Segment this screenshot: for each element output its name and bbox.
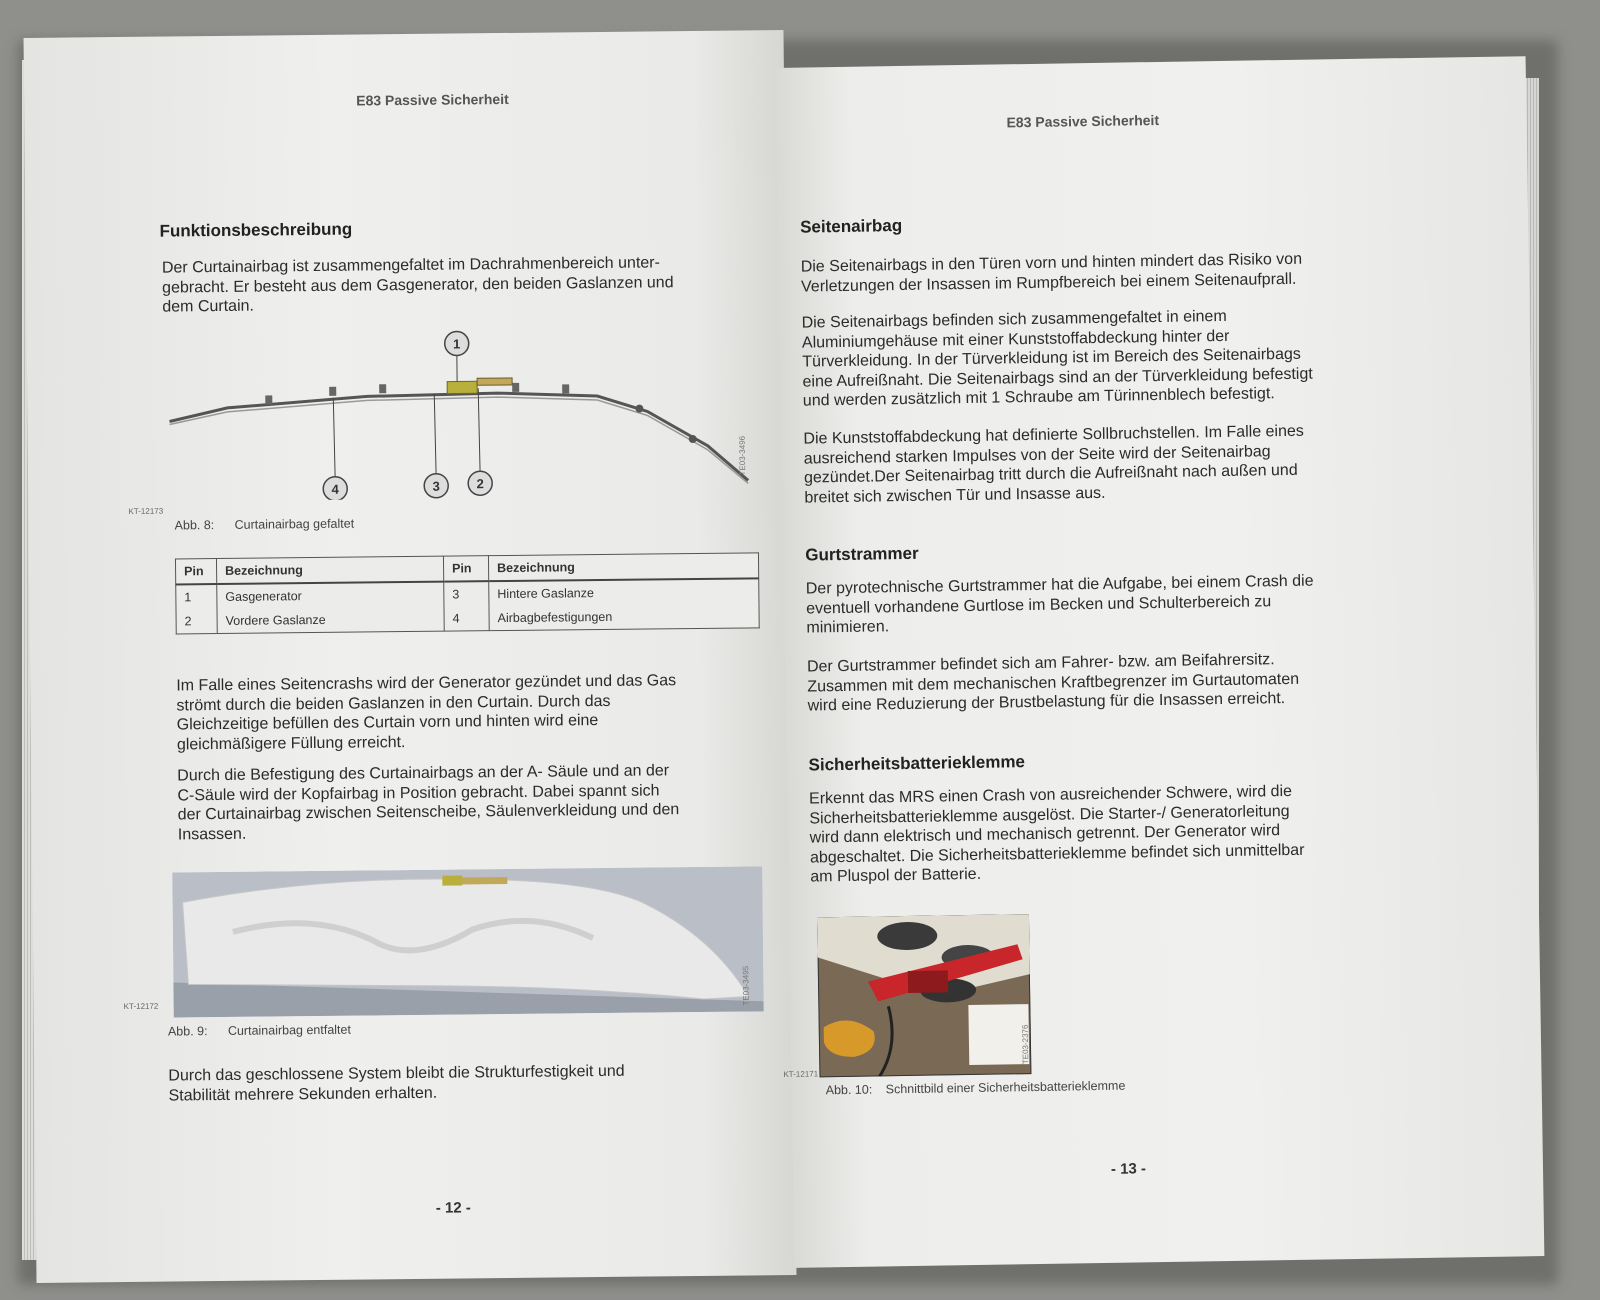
figure-8	[167, 320, 759, 501]
th-pin-2: Pin	[443, 556, 488, 582]
left-page-number: - 12 -	[435, 1199, 471, 1217]
svg-text:1: 1	[453, 336, 461, 352]
clip-4	[512, 383, 519, 392]
unfolded-curtain-image	[172, 866, 763, 1017]
seitenairbag-para-1: Die Seitenairbags in den Türen vorn und hinten mindert das Risiko von Verletzungen der Insassen im Rumpfbereich bei einem Seitenaufprall.	[800, 250, 1303, 296]
clip-5	[562, 384, 569, 393]
fig9-kt-code: KT-12172	[123, 1001, 159, 1012]
table-row: 1 Gasgenerator 3 Hintere Gaslanze	[176, 578, 759, 609]
roof-rail-line	[169, 390, 748, 486]
fig8-kt-code: KT-12173	[128, 506, 164, 516]
svg-text:4: 4	[331, 481, 339, 497]
clip-3	[379, 384, 386, 393]
folded-curtain-drawing	[167, 320, 759, 501]
gurtstrammer-para-2: Der Gurtstrammer befindet sich am Fahrer- bzw. am Beifahrersitz. Zusammen mit dem mechanischen Kraftbegrenzer im Gurtautomaten wird eine Reduzierung der Brustbelastung für die Insassen erreicht.	[806, 651, 1300, 715]
left-heading: Funktionsbeschreibung	[159, 219, 353, 241]
leader-2	[478, 388, 480, 471]
fig9-generator	[442, 875, 462, 885]
gurtstrammer-heading: Gurtstrammer	[805, 543, 919, 565]
gurtstrammer-para-1: Der pyrotechnische Gurtstrammer hat die Aufgabe, bei einem Crash die eventuell vorhandene Gurtlose im Becken und Schulterbereich zu minimieren.	[805, 572, 1314, 637]
table-row: 2 Vordere Gaslanze 4 Airbagbefestigungen	[176, 603, 759, 634]
left-para-2: Durch die Befestigung des Curtainairbags an der A- Säule und an der C-Säule wird der Kopfairbag in Position gebracht. Dabei spannt sich der Curtainairbag zwischen Seitenscheibe, Säulenverkleidung und den Insassen.	[177, 762, 680, 843]
roof-rail-shadow	[169, 394, 748, 492]
figure-10	[817, 914, 1031, 1077]
svg-text:2: 2	[476, 476, 484, 492]
th-pin-1: Pin	[175, 559, 216, 585]
seitenairbag-para-2: Die Seitenairbags befinden sich zusammengefaltet in einem Aluminiumgehäuse mit einer Kunststoffabdeckung hinter der Türverkleidung. In der Türverkleidung ist im Bereich des Seitenairbags eine Aufreißnaht. Die Seitenairbags sind an der Türverkleidung befestigt und werden zusätzlich mit 1 Schraube am Türinnenblech befestigt.	[801, 307, 1313, 410]
left-para-1: Im Falle eines Seitencrashs wird der Generator gezündet und das Gas strömt durch die beiden Gaslanzen in den Curtain. Durch das Gleichzeitige befüllen des Curtain vorn und hinten wird eine gleichmäßigere Füllung erreicht.	[176, 672, 677, 753]
right-running-head: E83 Passive Sicherheit	[1006, 111, 1160, 131]
svg-text:3: 3	[432, 478, 440, 494]
leader-3	[434, 394, 436, 474]
th-bezeichnung-1: Bezeichnung	[216, 556, 443, 584]
fig9-caption: Abb. 9: Curtainairbag entfaltet	[167, 1022, 351, 1039]
left-running-head: E83 Passive Sicherheit	[356, 90, 509, 109]
leader-4	[333, 398, 335, 477]
callout-2	[468, 471, 492, 495]
fig8-caption: Abb. 8: Curtainairbag gefaltet	[174, 516, 355, 533]
fig10-kt-code: KT-12171	[783, 1069, 819, 1079]
gas-generator-shape	[447, 381, 477, 393]
fig9-te-code: TE03-3495	[741, 965, 751, 1006]
batterieklemme-heading: Sicherheitsbatterieklemme	[808, 752, 1026, 775]
seitenairbag-para-3: Die Kunststoffabdeckung hat definierte Sollbruchstellen. Im Falle eines ausreichend starken Impulses von der Seite wird der Seitenairbag gezündet.Der Seitenairbag tritt durch die Aufreißnaht nach außen und breitet sich zwischen Tür und Insasse aus.	[803, 422, 1304, 507]
clip-1	[265, 395, 272, 404]
right-page-number: - 13 -	[1110, 1160, 1147, 1178]
th-bezeichnung-2: Bezeichnung	[488, 553, 758, 581]
fig10-caption: Abb. 10: Schnittbild einer Sicherheitsbatterieklemme	[825, 1078, 1126, 1098]
left-page	[24, 30, 797, 1283]
callout-4	[323, 477, 347, 501]
callout-1	[445, 331, 469, 355]
pin-table	[175, 552, 760, 634]
battery-clamp-photo	[817, 914, 1031, 1077]
left-para-3: Durch das geschlossene System bleibt die Strukturfestigkeit und Stabilität mehrere Sekunden erhalten.	[168, 1062, 625, 1105]
seitenairbag-heading: Seitenairbag	[799, 215, 903, 237]
gas-lance-shape	[477, 378, 512, 385]
left-intro: Der Curtainairbag ist zusammengefaltet im Dachrahmenbereich unter- gebracht. Er besteht aus dem Gasgenerator, den beiden Gaslanzen und dem Curtain.	[161, 254, 674, 316]
fig10-te-code: TE03-2376	[1020, 1024, 1031, 1065]
right-page	[776, 56, 1545, 1268]
fig8-te-code: TE03-3496	[737, 435, 748, 476]
callout-3	[424, 474, 448, 498]
batterieklemme-para-1: Erkennt das MRS einen Crash von ausreichender Schwere, wird die Sicherheitsbatterieklemme ausgelöst. Die Starter-/ Generatorleitung wird dann elektrisch und mechanisch getrennt. Der Generator wird abgeschaltet. Die Sicherheitsbatterieklemme befindet sich unmittelbar am Pluspol der Batterie.	[808, 782, 1305, 886]
clip-2	[329, 387, 336, 396]
figure-9	[172, 866, 763, 1017]
clamp-body	[908, 970, 948, 993]
